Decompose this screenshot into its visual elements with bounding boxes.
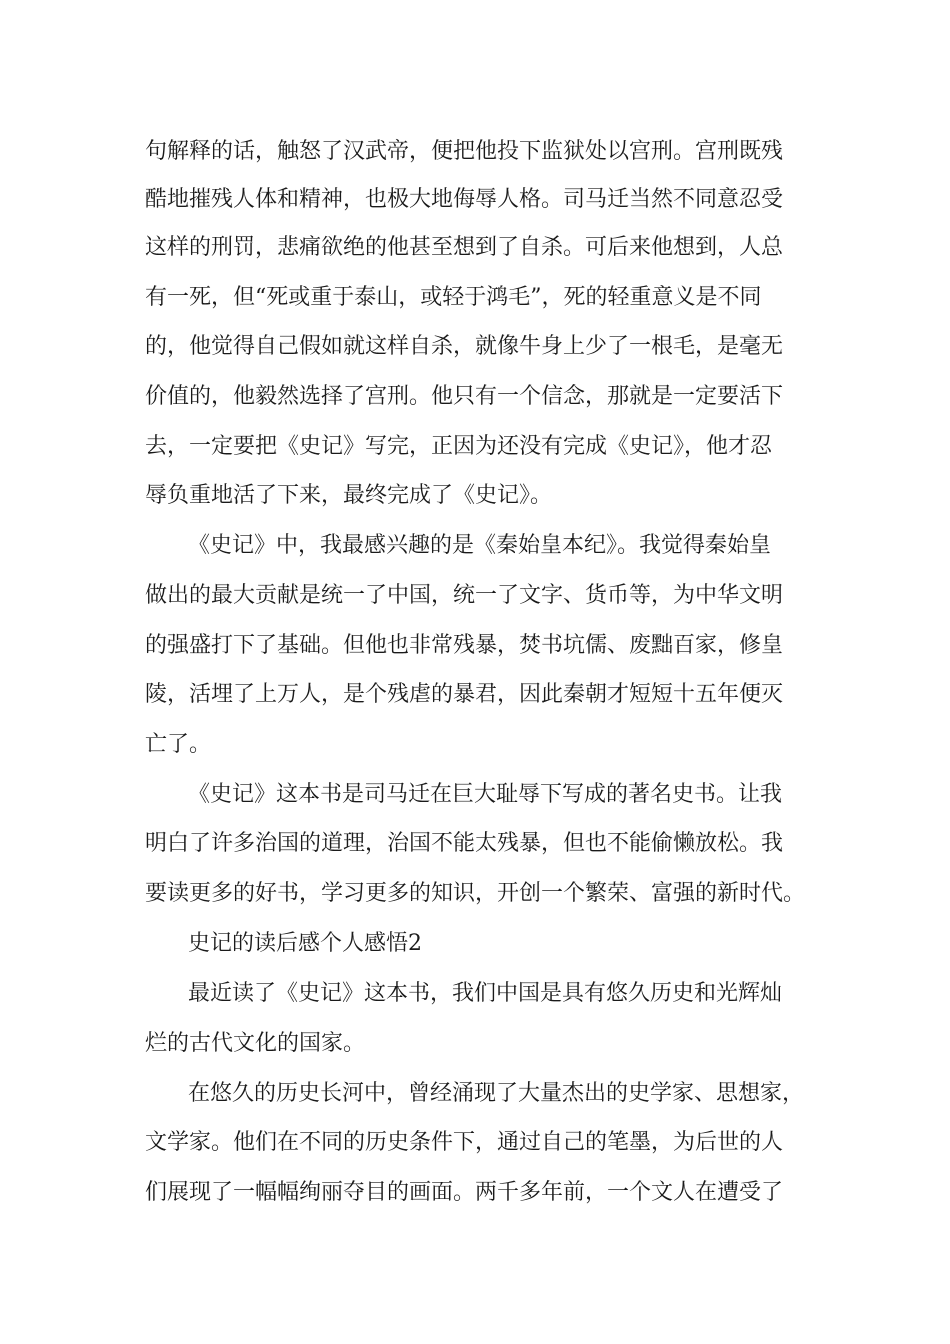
text-line: 这样的刑罚，悲痛欲绝的他甚至想到了自杀。可后来他想到，人总 (145, 235, 784, 260)
text-line: 做出的最大贡献是统一了中国，统一了文字、货币等，为中华文明 (145, 583, 784, 608)
text-line: 有一死，但“死或重于泰山，或轻于鸿毛”，死的轻重意义是不同 (145, 285, 762, 310)
text-line: 的强盛打下了基础。但他也非常残暴，焚书坑儒、废黜百家，修皇 (145, 633, 784, 658)
text-line: 最近读了《史记》这本书，我们中国是具有悠久历史和光辉灿 (188, 981, 783, 1006)
text-line: 文学家。他们在不同的历史条件下，通过自己的笔墨，为后世的人 (145, 1130, 784, 1155)
text-line: 《史记》这本书是司马迁在巨大耻辱下写成的著名史书。让我 (188, 782, 783, 807)
text-line: 酷地摧残人体和精神，也极大地侮辱人格。司马迁当然不同意忍受 (145, 187, 784, 212)
text-line: 价值的，他毅然选择了宫刑。他只有一个信念，那就是一定要活下 (145, 384, 784, 409)
text-line: 明白了许多治国的道理，治国不能太残暴，但也不能偷懒放松。我 (145, 831, 784, 856)
text-line: 在悠久的历史长河中，曾经涌现了大量杰出的史学家、思想家， (188, 1081, 805, 1106)
text-line: 陵，活埋了上万人，是个残虐的暴君，因此秦朝才短短十五年便灭 (145, 682, 784, 707)
text-line: 辱负重地活了下来，最终完成了《史记》。 (145, 483, 553, 508)
text-line: 的，他觉得自己假如就这样自杀，就像牛身上少了一根毛，是毫无 (145, 334, 784, 359)
text-line: 们展现了一幅幅绚丽夺目的画面。两千多年前，一个文人在遭受了 (145, 1180, 784, 1205)
section-heading: 史记的读后感个人感悟2 (188, 931, 422, 956)
text-line: 去，一定要把《史记》写完，正因为还没有完成《史记》，他才忍 (145, 434, 773, 459)
text-line: 要读更多的好书，学习更多的知识，开创一个繁荣、富强的新时代。 (145, 881, 806, 906)
text-line: 句解释的话，触怒了汉武帝，便把他投下监狱处以宫刑。宫刑既残 (145, 139, 784, 164)
text-line: 《史记》中，我最感兴趣的是《秦始皇本纪》。我觉得秦始皇 (188, 533, 772, 558)
text-line: 烂的古代文化的国家。 (145, 1031, 366, 1056)
text-line: 亡了。 (145, 732, 212, 757)
